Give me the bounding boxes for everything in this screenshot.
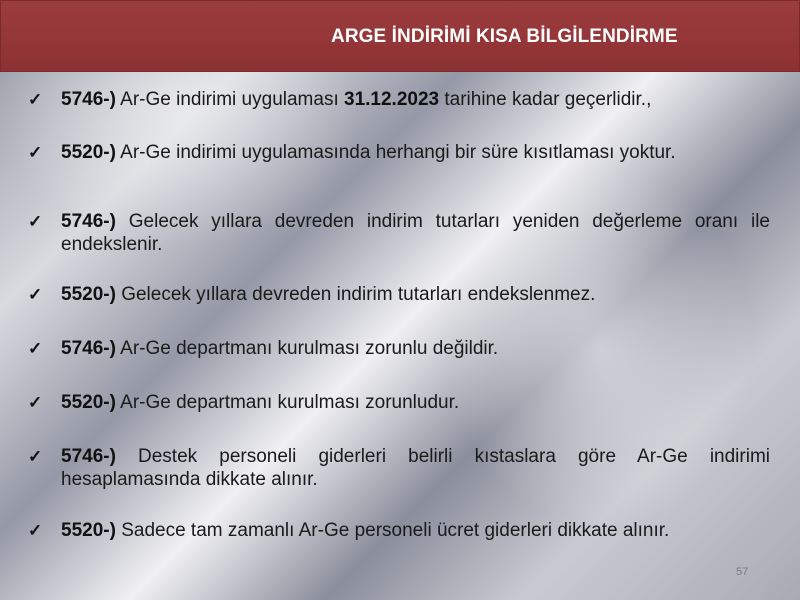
bullet-item bbox=[28, 210, 770, 259]
checkmark-icon: ✓ bbox=[28, 285, 43, 304]
law-code: 5746-) bbox=[61, 446, 116, 467]
bullet-list bbox=[28, 88, 770, 568]
checkmark-icon: ✓ bbox=[28, 393, 43, 412]
bullet-text: Ar-Ge indirimi uygulaması bbox=[115, 89, 344, 110]
bullet-item bbox=[28, 445, 770, 494]
title-bar bbox=[0, 0, 800, 72]
slide-title: ARGE İNDİRİMİ KISA BİLGİLENDİRME bbox=[331, 26, 678, 47]
bullet-item bbox=[28, 519, 770, 568]
bullet-item bbox=[28, 141, 770, 190]
law-code: 5520-) bbox=[61, 520, 116, 541]
law-code: 5520-) bbox=[61, 284, 116, 305]
bullet-text: Gelecek yıllara devreden indirim tutarları endekslenmez. bbox=[115, 284, 596, 305]
law-code: 5746-) bbox=[61, 338, 116, 359]
bullet-text: Gelecek yıllara devreden indirim tutarları yeniden değerleme oranı ile endekslenir. bbox=[61, 211, 770, 255]
bullet-text: Ar-Ge indirimi uygulamasında herhangi bir süre kısıtlaması yoktur. bbox=[115, 142, 676, 163]
bullet-item bbox=[28, 391, 770, 421]
checkmark-icon: ✓ bbox=[28, 447, 43, 466]
bullet-item bbox=[28, 337, 770, 367]
law-code: 5520-) bbox=[61, 142, 116, 163]
checkmark-icon: ✓ bbox=[28, 143, 43, 162]
law-code: 5520-) bbox=[61, 392, 116, 413]
bullet-item bbox=[28, 88, 770, 118]
checkmark-icon: ✓ bbox=[28, 212, 43, 231]
bullet-text: Destek personeli giderleri belirli kıstaslara göre Ar-Ge indirimi hesaplamasında dikkate alınır. bbox=[61, 446, 770, 490]
checkmark-icon: ✓ bbox=[28, 339, 43, 358]
bullet-text: Sadece tam zamanlı Ar-Ge personeli ücret giderleri dikkate alınır. bbox=[115, 520, 670, 541]
law-code: 5746-) bbox=[61, 89, 116, 110]
checkmark-icon: ✓ bbox=[28, 521, 43, 540]
checkmark-icon: ✓ bbox=[28, 90, 43, 109]
bullet-text: Ar-Ge departmanı kurulması zorunludur. bbox=[115, 392, 460, 413]
bullet-text: Ar-Ge departmanı kurulması zorunlu değildir. bbox=[115, 338, 499, 359]
bullet-item bbox=[28, 283, 770, 313]
bullet-date: 31.12.2023 bbox=[344, 89, 440, 110]
page-number: 57 bbox=[736, 566, 749, 578]
law-code: 5746-) bbox=[61, 211, 116, 232]
bullet-text: tarihine kadar geçerlidir., bbox=[439, 89, 652, 110]
